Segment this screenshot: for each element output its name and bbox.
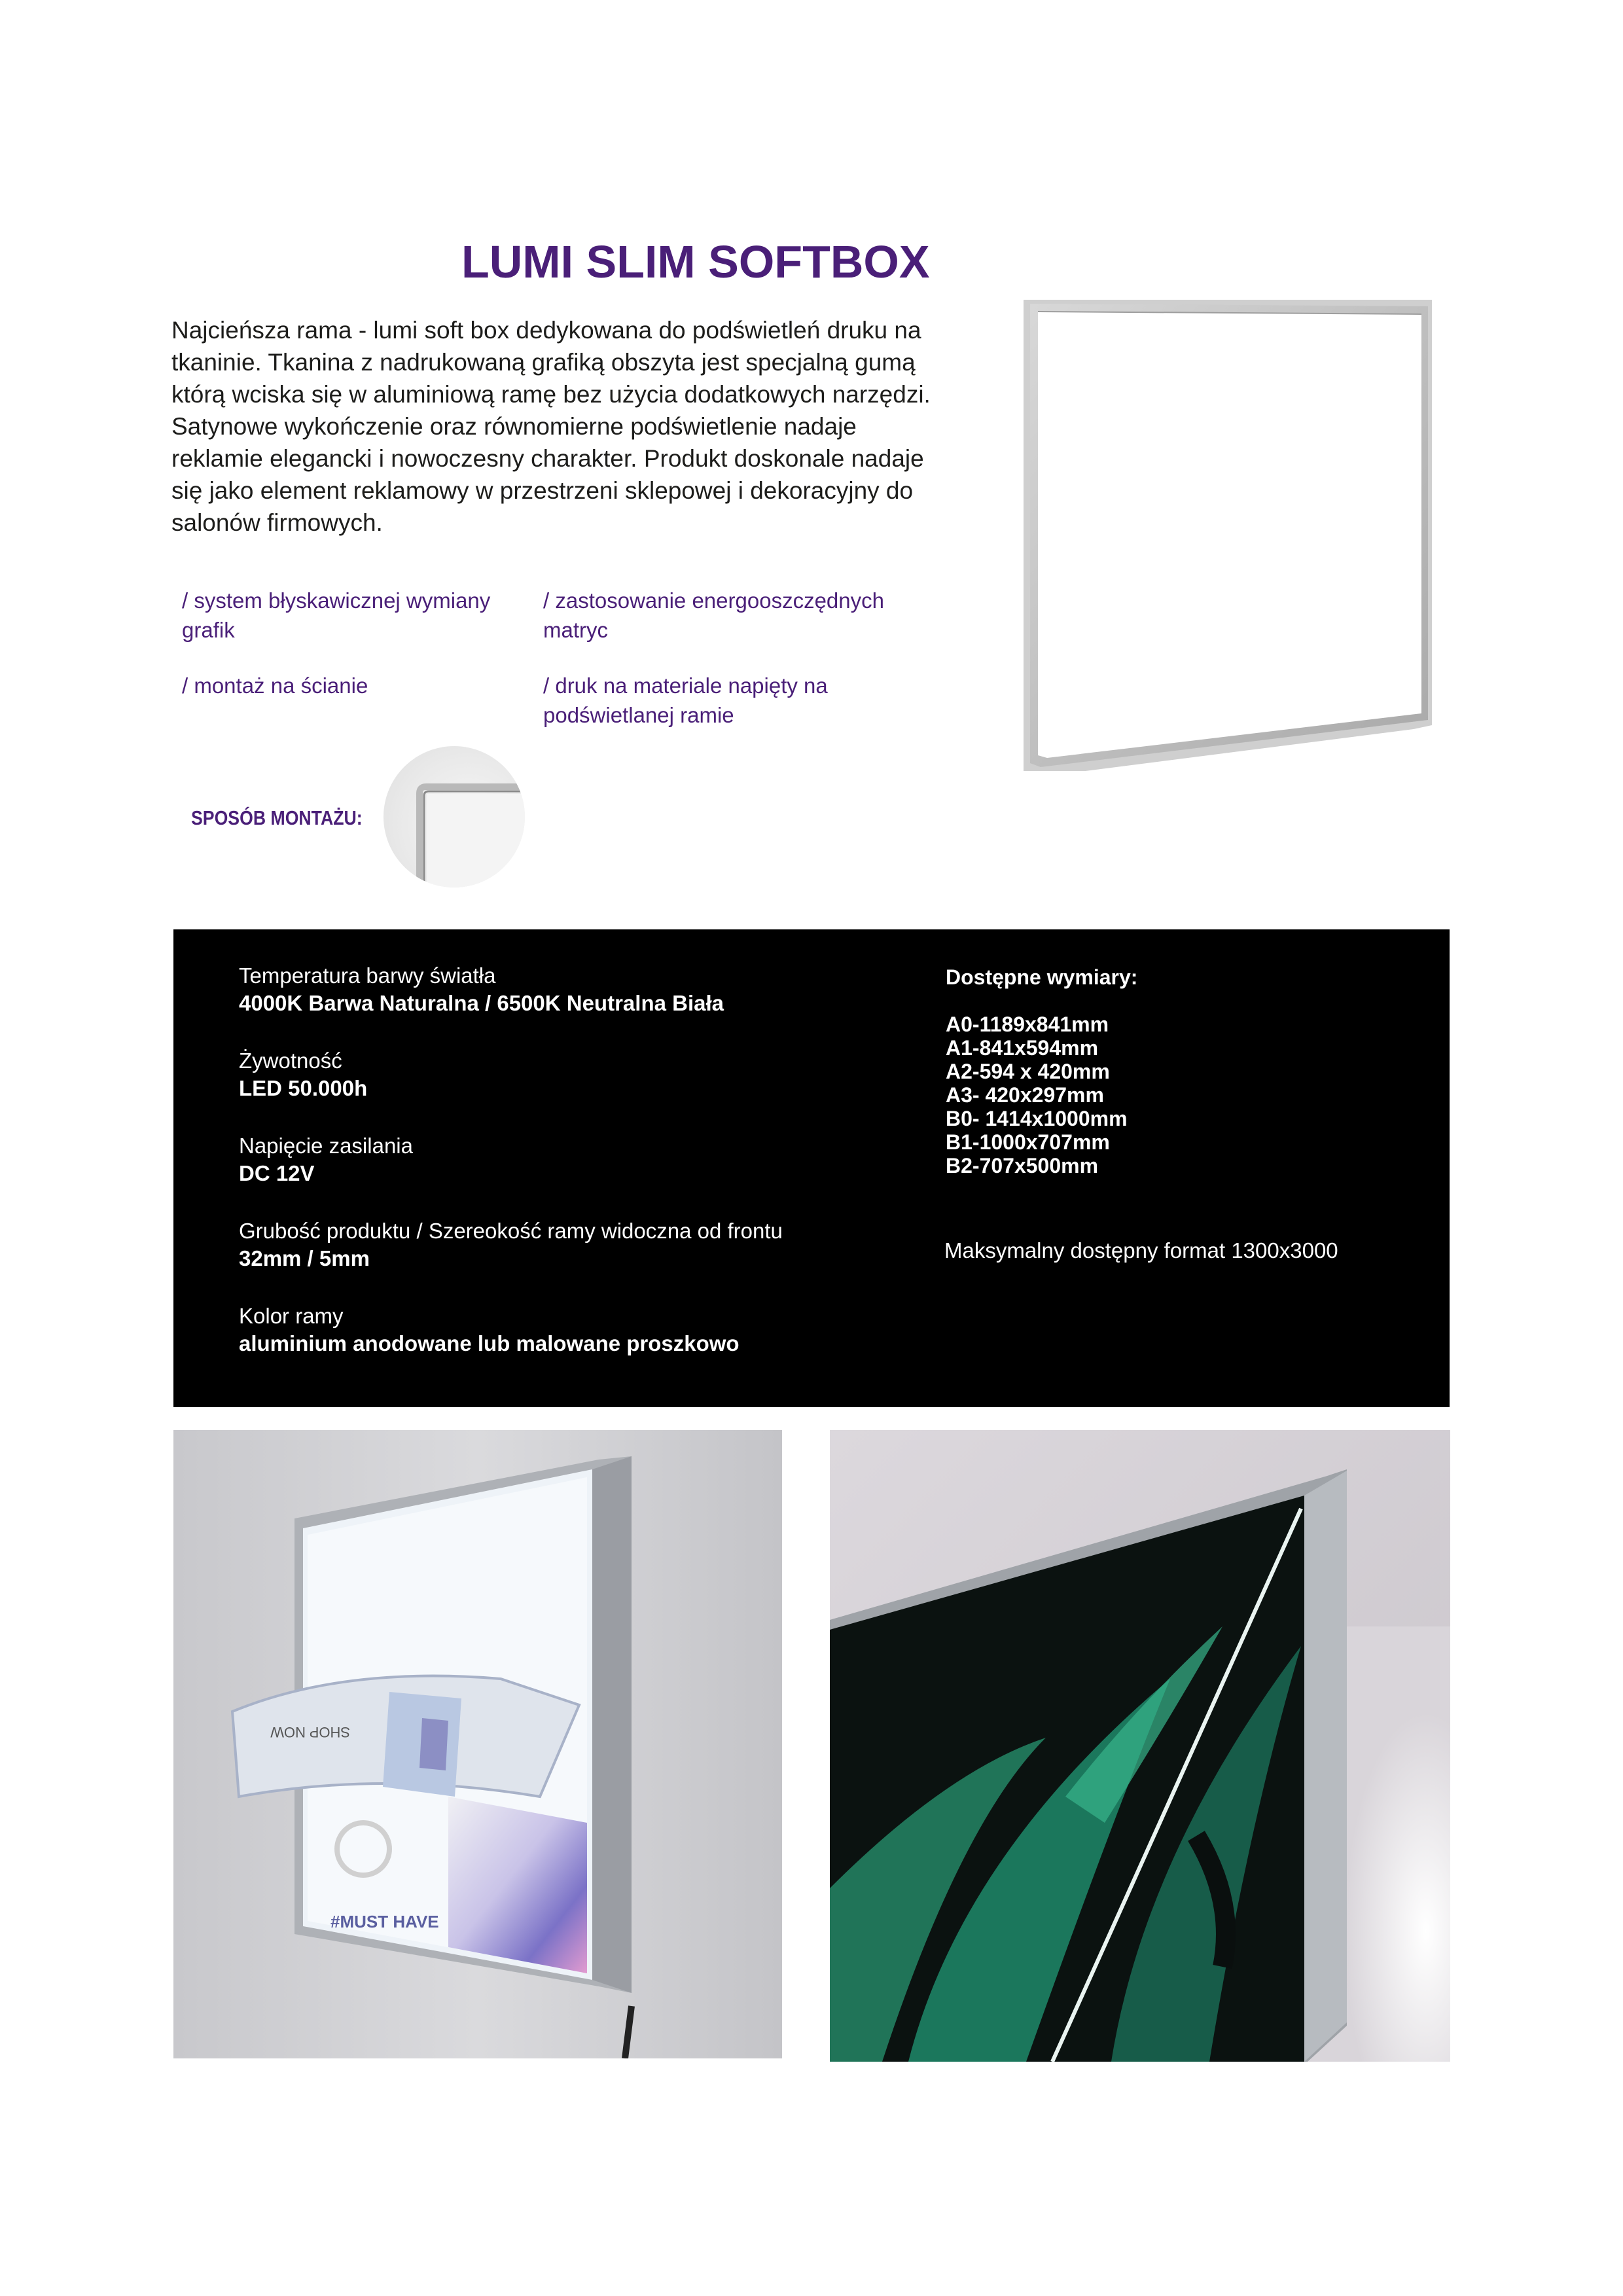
frame-corner-graphic bbox=[383, 746, 525, 888]
spec-value: aluminium anodowane lub malowane proszkowo bbox=[239, 1331, 740, 1355]
feature-item bbox=[543, 671, 949, 730]
spec-value: LED 50.000h bbox=[239, 1076, 368, 1100]
feature-line: / system błyskawicznej wymiany bbox=[182, 588, 491, 613]
dimension-item: A3- 420x297mm bbox=[946, 1083, 1104, 1107]
product-title: LUMI SLIM SOFTBOX bbox=[461, 236, 930, 287]
description-line: się jako element reklamowy w przestrzeni sklepowej i dekoracyjny do bbox=[171, 477, 914, 504]
dimension-item: A2-594 x 420mm bbox=[946, 1060, 1110, 1083]
spec-label: Żywotność bbox=[239, 1049, 342, 1073]
dimensions-heading: Dostępne wymiary: bbox=[946, 965, 1138, 989]
feature-line: / zastosowanie energooszczędnych bbox=[543, 588, 884, 613]
photo-graphic-insertion bbox=[173, 1430, 782, 2058]
dimensions-list bbox=[946, 965, 1404, 1177]
dimension-item: B0- 1414x1000mm bbox=[946, 1107, 1128, 1130]
spec-value: 32mm / 5mm bbox=[239, 1246, 370, 1270]
feature-item bbox=[543, 586, 949, 645]
spec-group bbox=[239, 1302, 893, 1357]
spec-label: Napięcie zasilania bbox=[239, 1134, 413, 1158]
description-line: tkaninie. Tkanina z nadrukowaną grafiką obszyta jest specjalną gumą bbox=[171, 349, 916, 376]
dimension-item: A0-1189x841mm bbox=[946, 1013, 1109, 1036]
dimension-item: A1-841x594mm bbox=[946, 1036, 1099, 1060]
feature-line: / druk na materiale napięty na bbox=[543, 673, 828, 698]
spec-value: DC 12V bbox=[239, 1161, 315, 1185]
print-text: SHOP NOW bbox=[270, 1724, 350, 1740]
description-line: reklamie elegancki i nowoczesny charakter. Produkt doskonale nadaje bbox=[171, 445, 924, 472]
mounting-label: SPOSÓB MONTAŻU: bbox=[191, 806, 363, 829]
feature-line: podświetlanej ramie bbox=[543, 703, 734, 727]
product-description bbox=[171, 314, 983, 539]
feature-item bbox=[182, 586, 548, 645]
softbox-frame-graphic bbox=[1021, 300, 1440, 771]
print-hashtag: #MUST HAVE bbox=[330, 1912, 439, 1931]
description-line: Najcieńsza rama - lumi soft box dedykowana do podświetleń druku na bbox=[171, 317, 921, 344]
spec-group bbox=[239, 1217, 893, 1272]
spec-group bbox=[239, 1132, 893, 1187]
spec-label: Kolor ramy bbox=[239, 1304, 344, 1328]
feature-line: / montaż na ścianie bbox=[182, 673, 368, 698]
spec-label: Grubość produktu / Szereokość ramy widoczna od frontu bbox=[239, 1219, 783, 1243]
max-format-note: Maksymalny dostępny format 1300x3000 bbox=[944, 1238, 1338, 1263]
feature-line: matryc bbox=[543, 618, 608, 642]
photo-feather-lightbox bbox=[830, 1430, 1450, 2062]
mounting-detail-image bbox=[383, 746, 525, 888]
feature-line: grafik bbox=[182, 618, 235, 642]
description-line: którą wciska się w aluminiową ramę bez użycia dodatkowych narzędzi. bbox=[171, 381, 931, 408]
photo-feather-print bbox=[830, 1430, 1450, 2062]
description-line: Satynowe wykończenie oraz równomierne podświetlenie nadaje bbox=[171, 413, 857, 440]
specification-panel bbox=[173, 929, 1450, 1407]
spec-group bbox=[239, 962, 893, 1017]
feature-item bbox=[182, 671, 548, 700]
dimension-item: B1-1000x707mm bbox=[946, 1130, 1110, 1154]
spec-label: Temperatura barwy światła bbox=[239, 963, 496, 988]
product-hero-image bbox=[1021, 300, 1440, 771]
spec-value: 4000K Barwa Naturalna / 6500K Neutralna Biała bbox=[239, 991, 724, 1015]
photo-lightbox-with-fabric bbox=[173, 1430, 782, 2058]
spec-group bbox=[239, 1047, 893, 1102]
dimension-item: B2-707x500mm bbox=[946, 1154, 1099, 1177]
description-line: salonów firmowych. bbox=[171, 509, 383, 536]
